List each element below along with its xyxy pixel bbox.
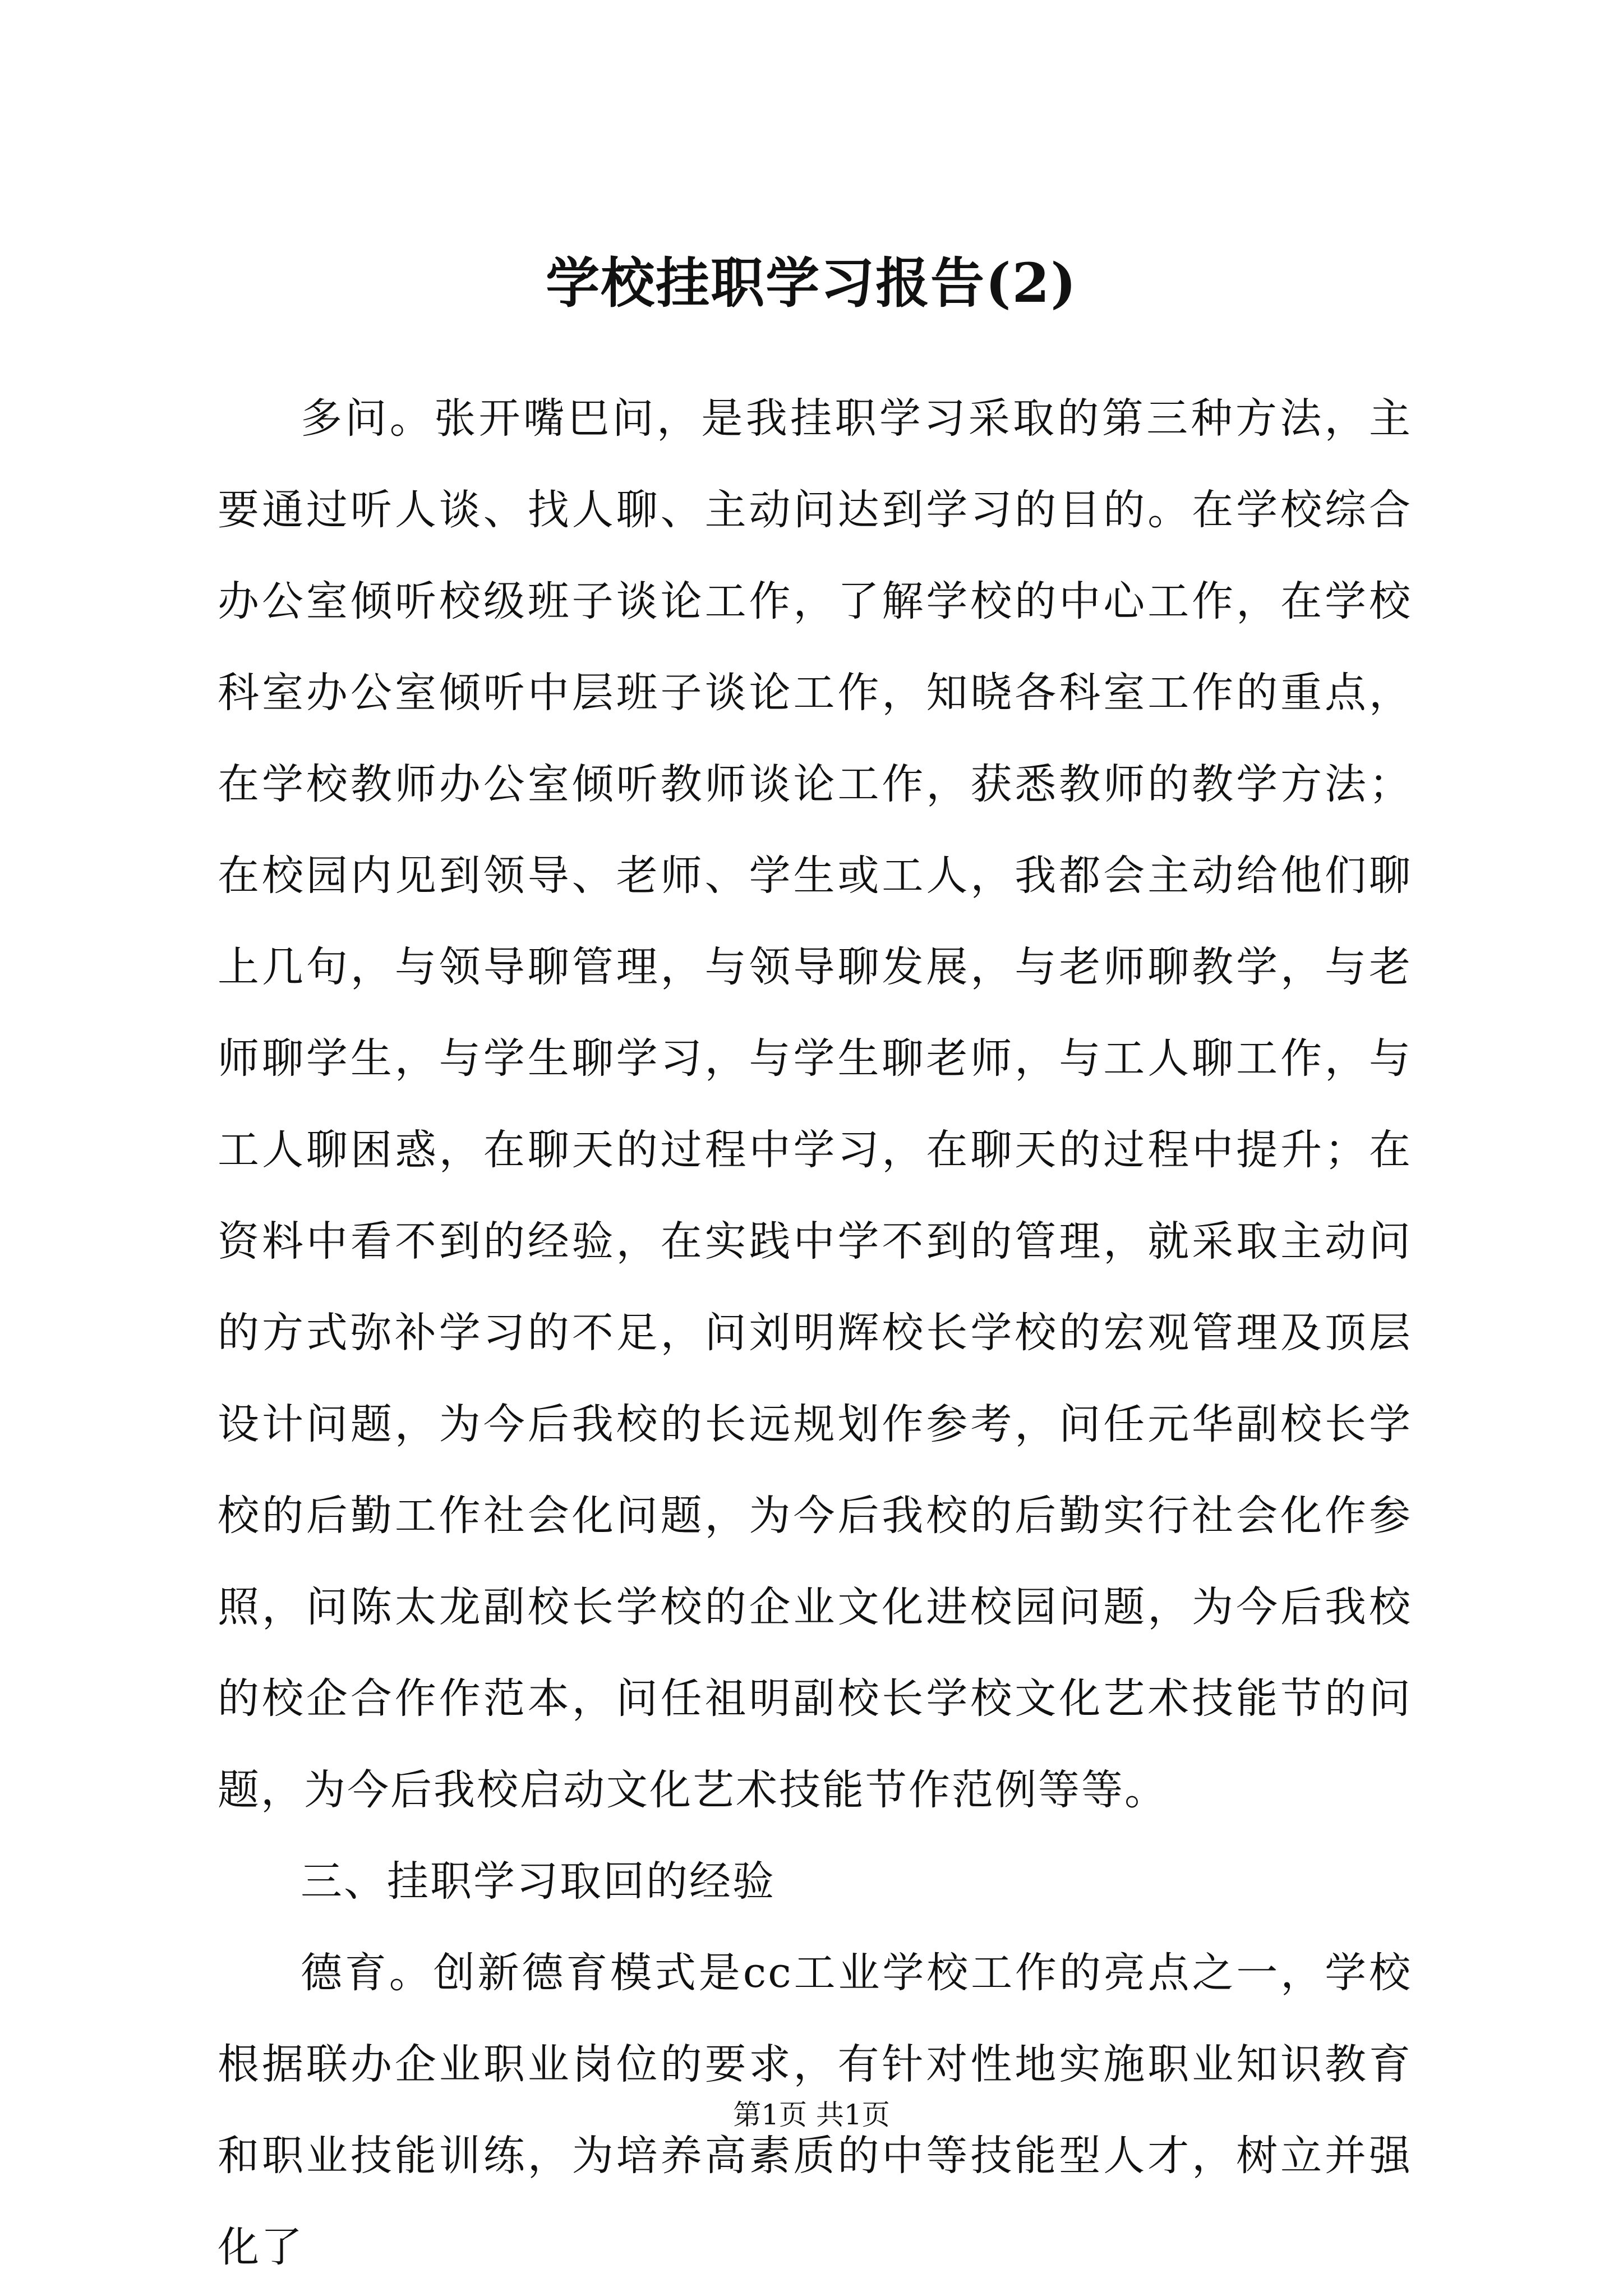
document-title: 学校挂职学习报告(2) — [546, 251, 1077, 315]
page-footer: 第1页 共1页 — [733, 2099, 890, 2131]
paragraph-ask-more: 多问。张开嘴巴问，是我挂职学习采取的第三种方法，主要通过听人谈、找人聊、主动问达到学习的目的。在学校综合办公室倾听校级班子谈论工作，了解学校的中心工作，在学校科室办公室倾听中层班子谈论工作，知晓各科室工作的重点，在学校教师办公室倾听教师谈论工作，获悉教师的教学方法；在校园内见到领导、老师、学生或工人，我都会主动给他们聊上几句，与领导聊管理，与领导聊发展，与老师聊教学，与老师聊学生，与学生聊学习，与学生聊老师，与工人聊工作，与工人聊困惑，在聊天的过程中学习，在聊天的过程中提升；在资料中看不到的经验，在实践中学不到的管理，就采取主动问的方式弥补学习的不足，问刘明辉校长学校的宏观管理及顶层设计问题，为今后我校的长远规划作参考，问任元华副校长学校的后勤工作社会化问题，为今后我校的后勤实行社会化作参照，问陈太龙副校长学校的企业文化进校园问题，为今后我校的校企合作作范本，问任祖明副校长学校文化艺术技能节的问题，为今后我校启动文化艺术技能节作范例等等。 — [218, 394, 1412, 1814]
document-body — [218, 373, 1412, 2293]
paragraph-moral-education: 德育。创新德育模式是cc工业学校工作的亮点之一，学校根据联办企业职业岗位的要求，有针对性地实施职业知识教育和职业技能训练，为培养高素质的中等技能型人才，树立并强化了 — [218, 1949, 1412, 2271]
section-heading-experience: 三、挂职学习取回的经验 — [301, 1857, 776, 1906]
